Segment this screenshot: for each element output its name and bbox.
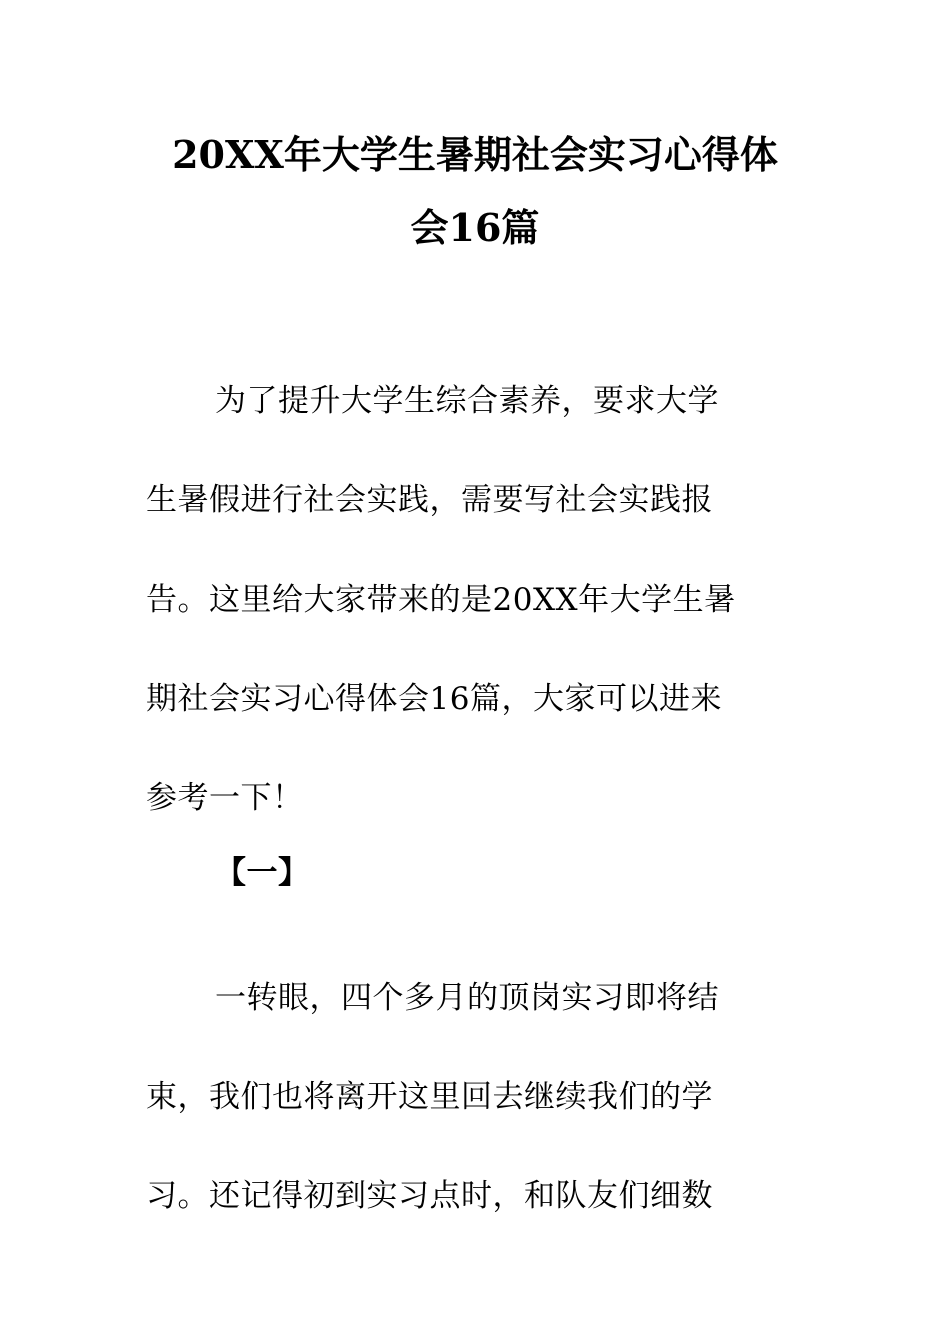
document-title-line-2: 会16篇: [410, 205, 540, 250]
intro-line-4: 期社会实习心得体会16篇，大家可以进来: [146, 681, 722, 717]
document-title-line-1: 20XX年大学生暑期社会实习心得体: [172, 132, 778, 177]
intro-line-1: 为了提升大学生综合素养，要求大学: [215, 383, 719, 419]
section-heading: 【一】: [215, 855, 310, 891]
section-line-1: 一转眼，四个多月的顶岗实习即将结: [215, 980, 719, 1016]
section-line-2: 束，我们也将离开这里回去继续我们的学: [146, 1079, 713, 1115]
section-line-3: 习。还记得初到实习点时，和队友们细数: [146, 1178, 713, 1214]
intro-line-2: 生暑假进行社会实践，需要写社会实践报: [146, 482, 713, 518]
intro-line-5: 参考一下！: [146, 780, 304, 816]
intro-line-3: 告。这里给大家带来的是20XX年大学生暑: [146, 582, 736, 618]
